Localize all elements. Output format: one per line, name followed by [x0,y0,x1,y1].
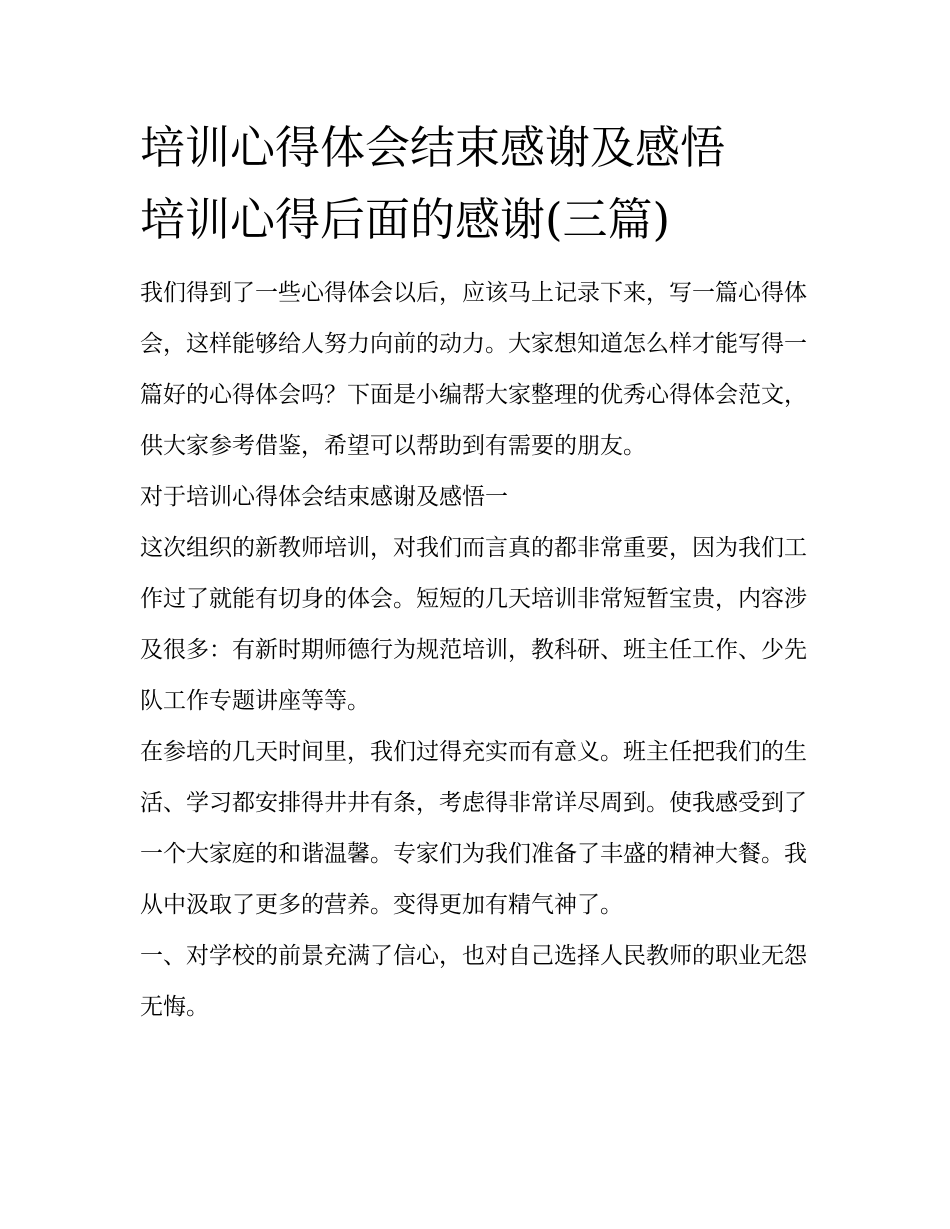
document-title [140,112,815,256]
title-spacer [140,256,815,268]
body-paragraph-3: 一、对学校的前景充满了信心，也对自己选择人民教师的职业无怨无悔。 [140,943,807,1020]
intro-paragraph: 我们得到了一些心得体会以后，应该马上记录下来，写一篇心得体会，这样能够给人努力向前的动力。大家想知道怎么样才能写得一篇好的心得体会吗？下面是小编帮大家整理的优秀心得体会范文，供大家参考借鉴，希望可以帮助到有需要的朋友。 [140,280,807,459]
body-paragraph-2: 在参培的几天时间里，我们过得充实而有意义。班主任把我们的生活、学习都安排得井井有条，考虑得非常详尽周到。使我感受到了一个大家庭的和谐温馨。专家们为我们准备了丰盛的精神大餐。我从中汲取了更多的营养。变得更加有精气神了。 [140,739,807,918]
title-line-1: 培训心得体会结束感谢及感悟 [140,121,726,174]
section-heading: 对于培训心得体会结束感谢及感悟一 [140,484,508,510]
title-line-2: 培训心得后面的感谢(三篇) [140,193,671,246]
body-paragraph-1: 这次组织的新教师培训，对我们而言真的都非常重要，因为我们工作过了就能有切身的体会。短短的几天培训非常短暂宝贵，内容涉及很多：有新时期师德行为规范培训，教科研、班主任工作、少先队工作专题讲座等等。 [140,535,807,714]
document-page [140,112,815,1033]
